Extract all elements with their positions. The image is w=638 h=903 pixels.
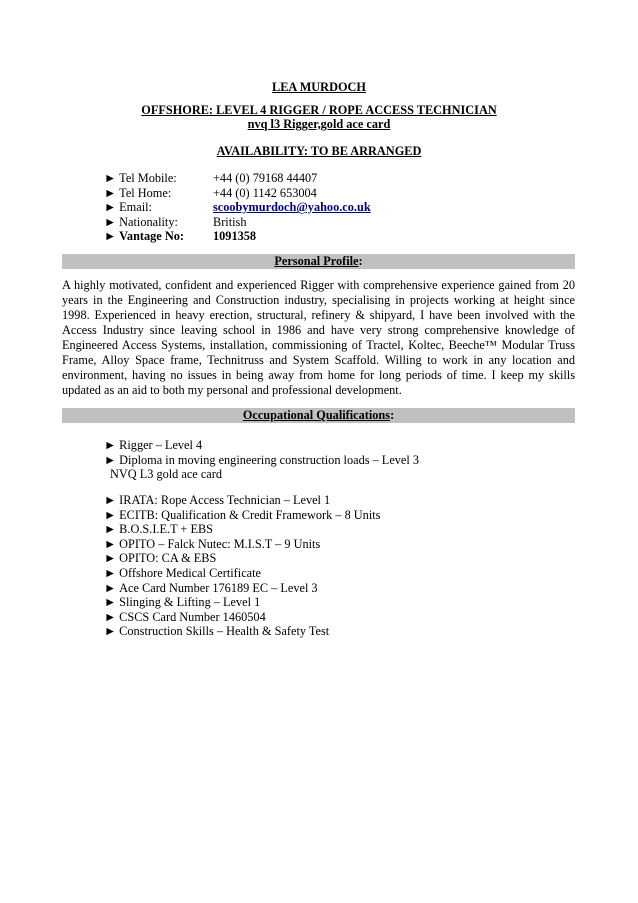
bullet-arrow-icon: ► (104, 609, 117, 624)
bullet-arrow-icon: ► (104, 624, 117, 639)
list-item-note: NVQ L3 gold ace card (110, 467, 222, 482)
bullet-arrow-icon: ► (104, 551, 117, 566)
bullet-arrow-icon: ► (104, 438, 117, 452)
section-title: Personal Profile (274, 254, 359, 268)
availability-line: AVAILABILITY: TO BE ARRANGED (216, 144, 422, 158)
section-title: Occupational Qualifications (242, 408, 391, 422)
bullet-arrow-icon: ► (104, 536, 117, 551)
list-item: ► Offshore Medical Certificate (104, 565, 261, 580)
section-header-qualifications: Occupational Qualifications: (62, 408, 575, 423)
candidate-name: LEA MURDOCH (272, 80, 366, 94)
bullet-arrow-icon: ► (104, 200, 117, 215)
list-item: ► Ace Card Number 176189 EC – Level 3 (104, 580, 318, 595)
bullet-arrow-icon: ► (104, 185, 117, 200)
bullet-arrow-icon: ► (104, 493, 117, 507)
qualifications-list-1 (104, 438, 419, 482)
contact-row-nationality (104, 215, 371, 230)
bullet-arrow-icon: ► (104, 522, 117, 537)
list-item: ► B.O.S.I.E.T + EBS (104, 522, 213, 537)
list-item: ► CSCS Card Number 1460504 (104, 609, 266, 624)
bullet-arrow-icon: ► (104, 580, 117, 595)
bullet-arrow-icon: ► (104, 214, 117, 229)
contact-label: Nationality: (119, 214, 178, 229)
bullet-arrow-icon: ► (104, 229, 117, 244)
contact-row-mobile (104, 171, 371, 186)
contact-details (104, 171, 371, 244)
bullet-arrow-icon: ► (104, 452, 117, 467)
list-item: ► Rigger – Level 4 (104, 438, 203, 452)
list-item: ► Construction Skills – Health & Safety Test (104, 624, 330, 639)
section-header-personal-profile: Personal Profile: (62, 254, 575, 269)
qualifications-list-2 (104, 493, 380, 639)
list-item: ► Diploma in moving engineering construction loads – Level 3 (104, 452, 420, 467)
contact-label: Tel Home: (119, 185, 172, 200)
contact-label: Email: (119, 200, 152, 215)
list-item: ► Slinging & Lifting – Level 1 (104, 595, 261, 610)
list-item: ► OPITO: CA & EBS (104, 551, 217, 566)
contact-value: +44 (0) 1142 653004 (213, 185, 317, 200)
job-title: OFFSHORE: LEVEL 4 RIGGER / ROPE ACCESS TECHNICIAN (141, 103, 497, 117)
contact-row-email (104, 200, 371, 215)
bullet-arrow-icon: ► (104, 171, 117, 185)
profile-paragraph: A highly motivated, confident and experienced Rigger with comprehensive experience gained from 20 years in the Engineering and Construction industry, specialising in projects working at height since 1998. Experienced in heavy erection, structural, refinery & shipyard, I have been involved with the Access Industry since leaving school in 1986 and have very strong comprehensive knowledge of Engineered Access Systems, installation, commissioning of Tractel, Koltec, Beeche™ Modular Truss Frame, Alloy Space frame, Technitruss and System Scaffold. Willing to work in any location and environment, having no issues in being away from home for long periods of time. I keep my skills updated as an aid to both my personal and professional development. (62, 278, 575, 398)
bullet-arrow-icon: ► (104, 595, 117, 610)
list-item: ► IRATA: Rope Access Technician – Level 1 (104, 493, 331, 507)
list-item: ► OPITO – Falck Nutec: M.I.S.T – 9 Units (104, 536, 321, 551)
contact-label: Tel Mobile: (119, 171, 177, 185)
job-subtitle: nvq l3 Rigger,gold ace card (247, 117, 391, 131)
bullet-arrow-icon: ► (104, 565, 117, 580)
contact-label: Vantage No: (119, 229, 184, 244)
list-item: ► ECITB: Qualification & Credit Framework – 8 Units (104, 507, 381, 522)
contact-value: British (213, 214, 247, 229)
email-link[interactable]: scoobymurdoch@yahoo.co.uk (213, 200, 371, 215)
contact-row-vantage (104, 229, 371, 244)
contact-value: +44 (0) 79168 44407 (213, 171, 318, 185)
bullet-arrow-icon: ► (104, 507, 117, 522)
contact-row-home (104, 186, 371, 201)
contact-value: 1091358 (213, 229, 257, 244)
